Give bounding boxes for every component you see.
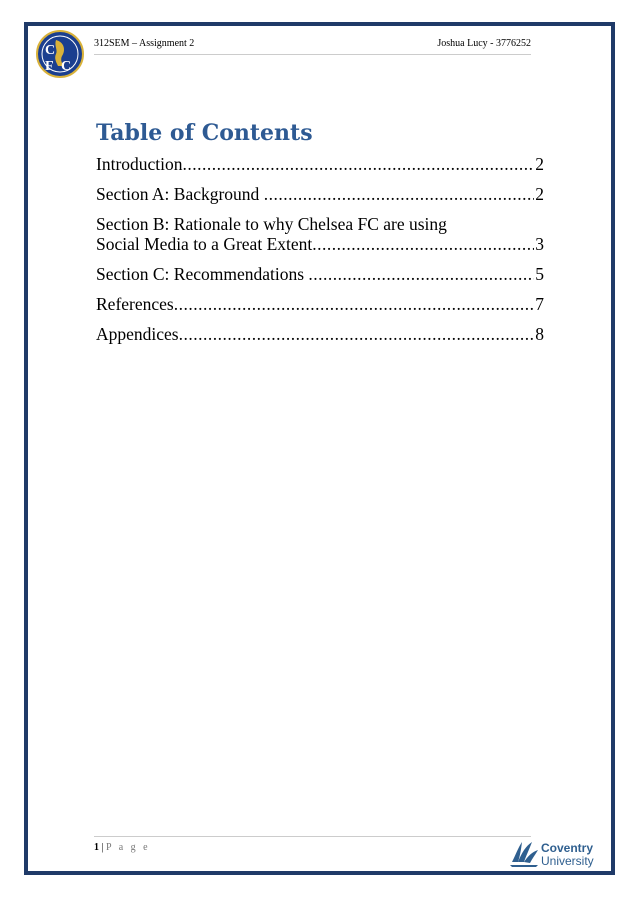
toc-entry-label: References: [96, 294, 174, 314]
toc-entry-section-a[interactable]: [96, 184, 544, 204]
toc-leader-dots: [174, 294, 535, 314]
toc-leader-dots: [308, 264, 534, 284]
toc-entry-page: 3: [535, 234, 544, 254]
toc-entry-label: Appendices: [96, 324, 179, 344]
toc-title: Table of Contents: [96, 120, 313, 146]
toc-entry-label: Introduction: [96, 154, 183, 174]
toc-entry-page: 7: [535, 294, 544, 314]
toc-list: [96, 154, 544, 354]
svg-text:C: C: [45, 43, 56, 58]
svg-text:C: C: [61, 59, 72, 74]
page-header: [94, 38, 531, 58]
page-number: 1: [94, 842, 99, 853]
page-separator: |: [99, 842, 107, 853]
page-border: [24, 22, 615, 875]
header-divider: [94, 54, 531, 55]
toc-entry-references[interactable]: [96, 294, 544, 314]
toc-leader-dots: [183, 154, 535, 174]
footer-divider: [94, 836, 531, 837]
toc-entry-page: 2: [535, 184, 544, 204]
coventry-logo-line2: University: [541, 854, 594, 868]
toc-entry-introduction[interactable]: [96, 154, 544, 174]
toc-leader-dots: [179, 324, 535, 344]
toc-leader-dots: [264, 184, 535, 204]
page-label: P a g e: [106, 842, 151, 853]
toc-entry-section-c[interactable]: [96, 264, 544, 284]
chelsea-fc-logo: [36, 30, 84, 83]
toc-entry-label-line1: Section B: Rationale to why Chelsea FC are using: [96, 214, 447, 234]
toc-entry-appendices[interactable]: [96, 324, 544, 344]
toc-leader-dots: [312, 234, 534, 254]
toc-entry-label: Section A: Background: [96, 184, 264, 204]
toc-entry-page: 5: [535, 264, 544, 284]
toc-entry-label-line2: Social Media to a Great Extent: [96, 234, 313, 254]
toc-entry-page: 8: [535, 324, 544, 344]
footer-page-number: [94, 842, 150, 853]
toc-entry-page: 2: [535, 154, 544, 174]
svg-text:F: F: [45, 59, 54, 74]
header-course-title: 312SEM – Assignment 2: [94, 38, 195, 49]
coventry-logo-line1: Coventry: [541, 841, 594, 855]
header-author: Joshua Lucy - 3776252: [437, 38, 531, 49]
toc-entry-label: Section C: Recommendations: [96, 264, 309, 284]
toc-entry-section-b[interactable]: [96, 214, 544, 254]
coventry-university-logo: [508, 836, 608, 875]
